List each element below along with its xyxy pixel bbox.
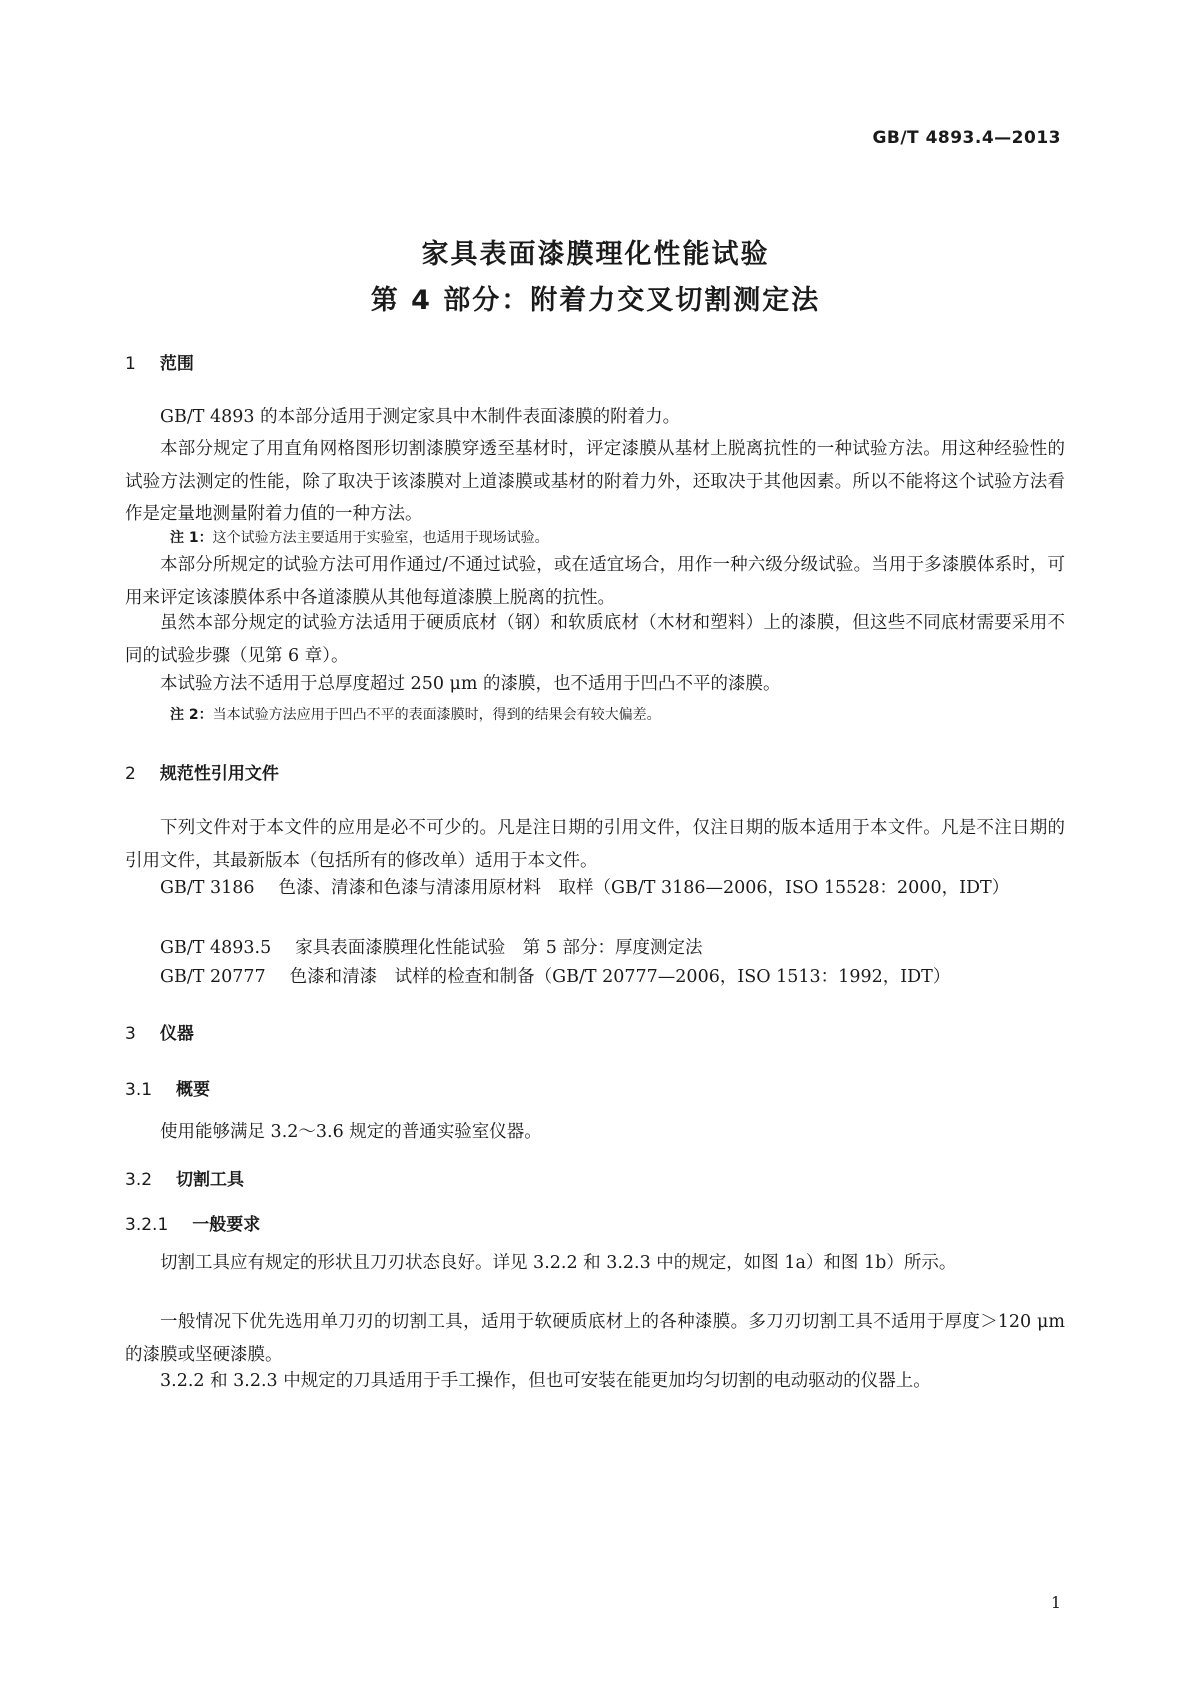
section-number: 3 (125, 1024, 136, 1044)
paragraph: 本部分所规定的试验方法可用作通过/不通过试验，或在适宜场合，用作一种六级分级试验。当用于多漆膜体系时，可用来评定该漆膜体系中各道漆膜从其他每道漆膜上脱离的抗性。 (125, 555, 1065, 608)
paragraph: 3.2.2 和 3.2.3 中规定的刀具适用于手工操作，但也可安装在能更加均匀切割的电动驱动的仪器上。 (160, 1371, 931, 1391)
note-label: 注 1： (170, 530, 213, 546)
paragraph: GB/T 4893 的本部分适用于测定家具中木制件表面漆膜的附着力。 (160, 407, 681, 427)
standard-code: GB/T 4893.4—2013 (872, 128, 1061, 148)
normative-reference (125, 932, 1065, 965)
paragraph: 使用能够满足 3.2～3.6 规定的普通实验室仪器。 (160, 1122, 542, 1142)
normative-reference (125, 961, 1065, 994)
document-title-line1: 家具表面漆膜理化性能试验 (421, 239, 770, 270)
section-3-heading (125, 1019, 194, 1044)
reference-code: GB/T 3186 (160, 878, 255, 898)
subsection-3-2-1-heading (125, 1210, 260, 1235)
paragraph: 下列文件对于本文件的应用是必不可少的。凡是注日期的引用文件，仅注日期的版本适用于本文件。凡是不注日期的引用文件，其最新版本（包括所有的修改单）适用于本文件。 (125, 818, 1065, 871)
reference-title: 家具表面漆膜理化性能试验 第 5 部分：厚度测定法 (295, 938, 703, 958)
note-label: 注 2： (170, 707, 213, 723)
section-number: 3.1 (125, 1080, 153, 1100)
paragraph: 本试验方法不适用于总厚度超过 250 μm 的漆膜，也不适用于凹凸不平的漆膜。 (160, 674, 781, 694)
section-1-heading (125, 349, 194, 374)
document-title-line2: 第 4 部分：附着力交叉切割测定法 (370, 285, 821, 316)
reference-title: 色漆、清漆和色漆与清漆用原材料 取样（GB/T 3186—2006，ISO 15528：2000，IDT） (278, 878, 1010, 898)
note (170, 527, 549, 547)
paragraph: 本部分规定了用直角网格图形切割漆膜穿透至基材时，评定漆膜从基材上脱离抗性的一种试验方法。用这种经验性的试验方法测定的性能，除了取决于该漆膜对上道漆膜或基材的附着力外，还取决于其他因素。所以不能将这个试验方法看作是定量地测量附着力值的一种方法。 (125, 439, 1065, 524)
section-number: 1 (125, 354, 136, 374)
section-number: 2 (125, 764, 136, 784)
paragraph: 一般情况下优先选用单刀刃的切割工具，适用于软硬质底材上的各种漆膜。多刀刃切割工具不适用于厚度＞120 μm 的漆膜或坚硬漆膜。 (125, 1312, 1065, 1365)
note (170, 704, 661, 724)
page-number: 1 (1050, 1593, 1061, 1612)
section-number: 3.2.1 (125, 1215, 169, 1235)
reference-code: GB/T 20777 (160, 967, 266, 987)
section-2-heading (125, 759, 279, 784)
normative-reference (125, 872, 1065, 905)
note-text: 这个试验方法主要适用于实验室，也适用于现场试验。 (212, 530, 549, 546)
note-text: 当本试验方法应用于凹凸不平的表面漆膜时，得到的结果会有较大偏差。 (212, 707, 661, 723)
section-title: 范围 (159, 354, 194, 374)
paragraph: 虽然本部分规定的试验方法适用于硬质底材（钢）和软质底材（木材和塑料）上的漆膜，但这些不同底材需要采用不同的试验步骤（见第 6 章）。 (125, 613, 1065, 666)
section-title: 一般要求 (192, 1215, 261, 1235)
subsection-3-1-heading (125, 1075, 210, 1100)
section-number: 3.2 (125, 1170, 153, 1190)
section-title: 概要 (176, 1080, 211, 1100)
section-title: 规范性引用文件 (159, 764, 279, 784)
reference-code: GB/T 4893.5 (160, 938, 272, 958)
reference-title: 色漆和清漆 试样的检查和制备（GB/T 20777—2006，ISO 1513：1992，IDT） (289, 967, 951, 987)
section-title: 仪器 (159, 1024, 194, 1044)
section-title: 切割工具 (176, 1170, 245, 1190)
subsection-3-2-heading (125, 1165, 244, 1190)
paragraph: 切割工具应有规定的形状且刀刃状态良好。详见 3.2.2 和 3.2.3 中的规定，如图 1a）和图 1b）所示。 (160, 1253, 957, 1273)
